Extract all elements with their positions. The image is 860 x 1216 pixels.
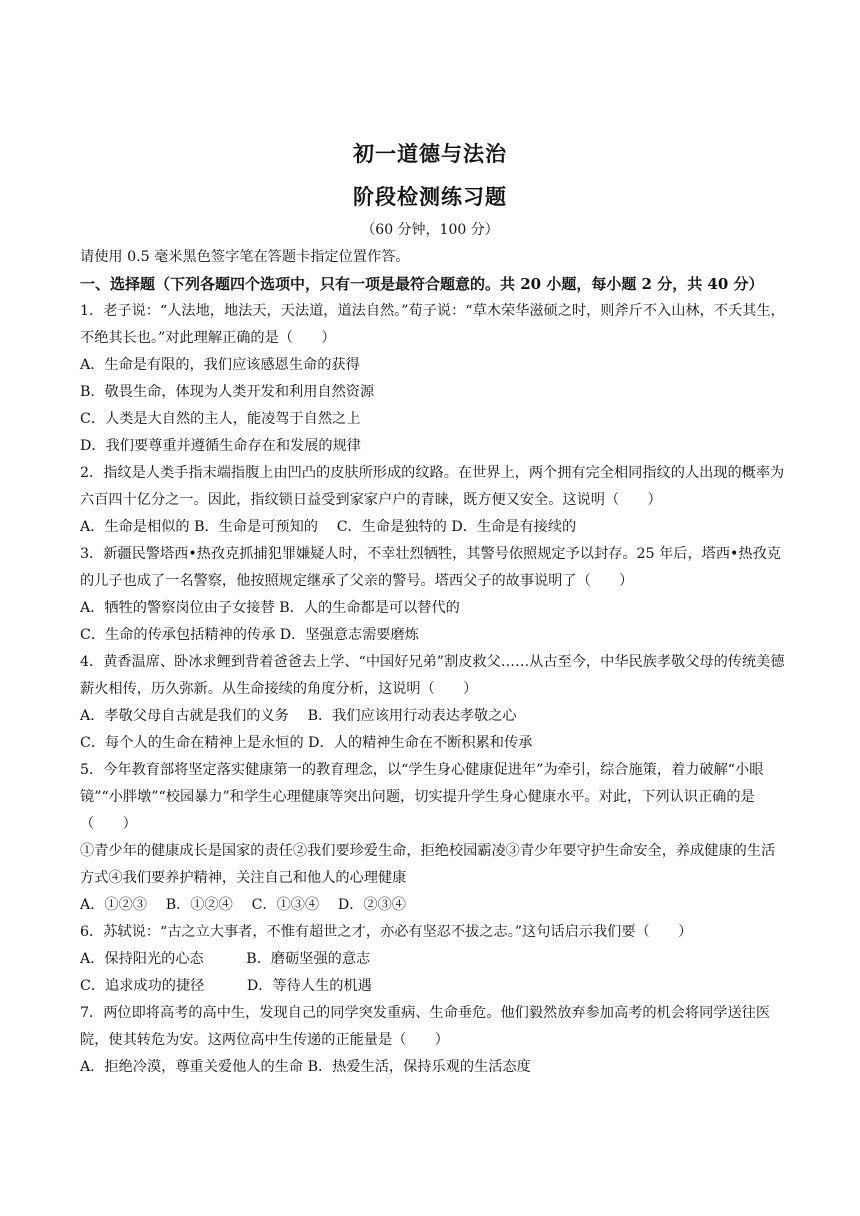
question-stem: 2．指纹是人类手指末端指腹上由凹凸的皮肤所形成的纹路。在世界上，两个拥有完全相同指纹的人出现的概率为六百四十亿分之一。因此，指纹锁日益受到家家户户的青睐，既方便又安全。这说明（ ） [80,465,785,508]
question-stem: 4．黄香温席、卧冰求鲤到背着爸爸去上学、“中国好兄弟”割皮救父……从古至今，中华民族孝敬父母的传统美德薪火相传，历久弥新。从生命接续的角度分析，这说明（ ） [80,654,785,697]
question-option: C．人类是大自然的主人，能凌驾于自然之上 [80,411,361,427]
document-body [80,244,785,1081]
instruction-text: 请使用 0.5 毫米黑色签字笔在答题卡指定位置作答。 [80,249,410,265]
question-stem: 5．今年教育部将坚定落实健康第一的教育理念，以“学生身心健康促进年”为牵引，综合施策，着力破解“小眼镜”“小胖墩”“校园暴力”和学生心理健康等突出问题，切实提升学生身心健康水平。对此，下列认识正确的是（ ） [80,762,764,832]
question-stem: 6．苏轼说：“古之立大事者，不惟有超世之才，亦必有坚忍不拔之志。”这句话启示我们要（ ） [80,924,693,940]
question-option: A．保持阳光的心态 B．磨砺坚强的意志 [80,951,371,967]
question-option: C．每个人的生命在精神上是永恒的 D．人的精神生命在不断积累和传承 [80,735,533,751]
question-option: A．生命是相似的 B．生命是可预知的 C．生命是独特的 D．生命是有接续的 [80,519,577,535]
document-subtitle: 阶段检测练习题 [353,184,507,209]
question-option: A．①②③ B．①②④ C．①③④ D．②③④ [80,897,406,913]
document-title: 初一道德与法治 [353,141,507,166]
question-option: D．我们要尊重并遵循生命存在和发展的规律 [80,438,361,454]
question-stem: 7．两位即将高考的高中生，发现自己的同学突发重病、生命垂危。他们毅然放弃参加高考的机会将同学送往医院，使其转危为安。这两位高中生传递的正能量是（ ） [80,1005,771,1048]
question-option: B．敬畏生命，体现为人类开发和利用自然资源 [80,384,375,400]
question-option: C．追求成功的捷径 D．等待人生的机遇 [80,978,372,994]
question-option: A．孝敬父母自古就是我们的义务 B．我们应该用行动表达孝敬之心 [80,708,517,724]
question-statements: ①青少年的健康成长是国家的责任②我们要珍爱生命，拒绝校园霸凌③青少年要守护生命安全，养成健康的生活方式④我们要养护精神，关注自己和他人的心理健康 [80,843,776,886]
section-heading: 一、选择题（下列各题四个选项中，只有一项是最符合题意的。共 20 小题，每小题 2 分，共 40 分） [80,275,764,293]
time-score-note: （60 分钟，100 分） [361,222,499,238]
question-option: A．拒绝冷漠，尊重关爱他人的生命 B．热爱生活，保持乐观的生活态度 [80,1059,531,1075]
question-stem: 3．新疆民警塔西•热孜克抓捕犯罪嫌疑人时，不幸壮烈牺牲，其警号依照规定予以封存。25 年后，塔西•热孜克的儿子也成了一名警察，他按照规定继承了父亲的警号。塔西父子的故事说明了（ ） [80,546,781,589]
question-option: A．生命是有限的，我们应该感恩生命的获得 [80,357,360,373]
question-option: C．生命的传承包括精神的传承 D．坚强意志需要磨炼 [80,627,419,643]
question-stem: 1．老子说：“人法地，地法天，天法道，道法自然。”荀子说：“草木荣华滋硕之时，则斧斤不入山林，不夭其生，不绝其长也。”对此理解正确的是（ ） [80,303,785,346]
question-option: A．牺牲的警察岗位由子女接替 B．人的生命都是可以替代的 [80,600,460,616]
